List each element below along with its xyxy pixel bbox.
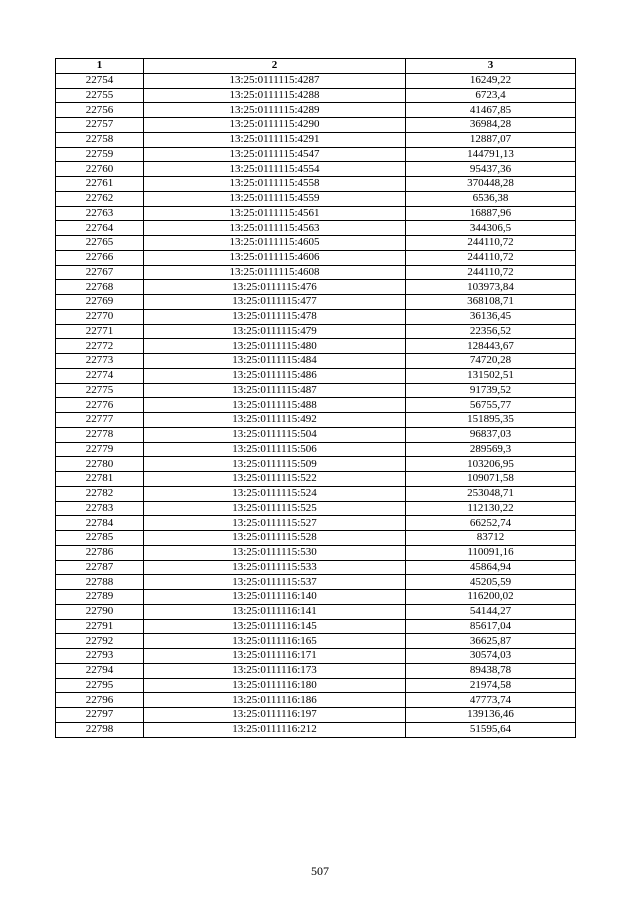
cadastral-number-cell: 13:25:0111116:145 [144,619,406,634]
row-number-cell: 22784 [56,516,144,531]
row-number-cell: 22785 [56,531,144,546]
page-number: 507 [311,864,329,878]
row-number-cell: 22758 [56,132,144,147]
value-cell: 144791,13 [406,147,576,162]
row-number-cell: 22792 [56,634,144,649]
value-cell: 128443,67 [406,339,576,354]
row-number-cell: 22757 [56,118,144,133]
value-cell: 289569,3 [406,442,576,457]
cadastral-number-cell: 13:25:0111115:537 [144,575,406,590]
table-row [56,206,576,221]
value-cell: 244110,72 [406,236,576,251]
column-header-3: 3 [406,59,576,74]
row-number-cell: 22781 [56,472,144,487]
value-cell: 51595,64 [406,722,576,737]
row-number-cell: 22774 [56,368,144,383]
table-row [56,545,576,560]
row-number-cell: 22779 [56,442,144,457]
table-row [56,708,576,723]
table-row [56,191,576,206]
cadastral-number-cell: 13:25:0111115:476 [144,280,406,295]
cadastral-number-cell: 13:25:0111115:522 [144,472,406,487]
table-row [56,118,576,133]
value-cell: 30574,03 [406,649,576,664]
table-row [56,663,576,678]
value-cell: 56755,77 [406,398,576,413]
table-row [56,693,576,708]
row-number-cell: 22777 [56,413,144,428]
cadastral-number-cell: 13:25:0111116:180 [144,678,406,693]
value-cell: 91739,52 [406,383,576,398]
row-number-cell: 22764 [56,221,144,236]
row-number-cell: 22798 [56,722,144,737]
table-row [56,457,576,472]
row-number-cell: 22754 [56,73,144,88]
table-row [56,722,576,737]
table-row [56,413,576,428]
value-cell: 21974,58 [406,678,576,693]
cadastral-number-cell: 13:25:0111115:4559 [144,191,406,206]
value-cell: 16249,22 [406,73,576,88]
cadastral-number-cell: 13:25:0111115:486 [144,368,406,383]
data-table [55,58,576,738]
value-cell: 36984,28 [406,118,576,133]
column-header-2: 2 [144,59,406,74]
table-row [56,221,576,236]
value-cell: 54144,27 [406,604,576,619]
table-row [56,472,576,487]
cadastral-number-cell: 13:25:0111115:527 [144,516,406,531]
cadastral-number-cell: 13:25:0111115:4606 [144,250,406,265]
row-number-cell: 22755 [56,88,144,103]
cadastral-number-cell: 13:25:0111116:186 [144,693,406,708]
row-number-cell: 22770 [56,309,144,324]
row-number-cell: 22756 [56,103,144,118]
row-number-cell: 22761 [56,177,144,192]
row-number-cell: 22778 [56,427,144,442]
cadastral-number-cell: 13:25:0111115:525 [144,501,406,516]
value-cell: 22356,52 [406,324,576,339]
table-row [56,634,576,649]
table-row [56,177,576,192]
table-row [56,649,576,664]
value-cell: 244110,72 [406,250,576,265]
cadastral-number-cell: 13:25:0111116:140 [144,590,406,605]
row-number-cell: 22759 [56,147,144,162]
value-cell: 45864,94 [406,560,576,575]
table-row [56,103,576,118]
value-cell: 36625,87 [406,634,576,649]
table-row [56,280,576,295]
table-row [56,383,576,398]
row-number-cell: 22782 [56,486,144,501]
row-number-cell: 22783 [56,501,144,516]
row-number-cell: 22767 [56,265,144,280]
cadastral-number-cell: 13:25:0111115:488 [144,398,406,413]
value-cell: 41467,85 [406,103,576,118]
table-row [56,236,576,251]
table-row [56,590,576,605]
table-row [56,516,576,531]
value-cell: 370448,28 [406,177,576,192]
row-number-cell: 22787 [56,560,144,575]
row-number-cell: 22765 [56,236,144,251]
cadastral-number-cell: 13:25:0111115:4558 [144,177,406,192]
value-cell: 112130,22 [406,501,576,516]
value-cell: 85617,04 [406,619,576,634]
value-cell: 95437,36 [406,162,576,177]
value-cell: 16887,96 [406,206,576,221]
cadastral-number-cell: 13:25:0111115:478 [144,309,406,324]
table-row [56,575,576,590]
row-number-cell: 22786 [56,545,144,560]
row-number-cell: 22773 [56,354,144,369]
value-cell: 74720,28 [406,354,576,369]
row-number-cell: 22776 [56,398,144,413]
value-cell: 139136,46 [406,708,576,723]
cadastral-number-cell: 13:25:0111115:509 [144,457,406,472]
row-number-cell: 22791 [56,619,144,634]
value-cell: 116200,02 [406,590,576,605]
cadastral-number-cell: 13:25:0111115:480 [144,339,406,354]
row-number-cell: 22763 [56,206,144,221]
row-number-cell: 22780 [56,457,144,472]
table-row [56,619,576,634]
cadastral-number-cell: 13:25:0111115:524 [144,486,406,501]
value-cell: 344306,5 [406,221,576,236]
row-number-cell: 22762 [56,191,144,206]
row-number-cell: 22766 [56,250,144,265]
cadastral-number-cell: 13:25:0111116:141 [144,604,406,619]
row-number-cell: 22775 [56,383,144,398]
cadastral-number-cell: 13:25:0111115:479 [144,324,406,339]
value-cell: 66252,74 [406,516,576,531]
value-cell: 110091,16 [406,545,576,560]
value-cell: 6723,4 [406,88,576,103]
table-row [56,442,576,457]
row-number-cell: 22797 [56,708,144,723]
row-number-cell: 22796 [56,693,144,708]
cadastral-number-cell: 13:25:0111115:4561 [144,206,406,221]
value-cell: 368108,71 [406,295,576,310]
value-cell: 253048,71 [406,486,576,501]
row-number-cell: 22768 [56,280,144,295]
value-cell: 151895,35 [406,413,576,428]
value-cell: 103973,84 [406,280,576,295]
row-number-cell: 22769 [56,295,144,310]
row-number-cell: 22790 [56,604,144,619]
table-row [56,88,576,103]
cadastral-number-cell: 13:25:0111115:4289 [144,103,406,118]
cadastral-number-cell: 13:25:0111116:197 [144,708,406,723]
row-number-cell: 22760 [56,162,144,177]
value-cell: 45205,59 [406,575,576,590]
cadastral-number-cell: 13:25:0111115:484 [144,354,406,369]
row-number-cell: 22771 [56,324,144,339]
cadastral-number-cell: 13:25:0111115:492 [144,413,406,428]
header-row [56,59,576,74]
table-row [56,354,576,369]
table-row [56,162,576,177]
cadastral-number-cell: 13:25:0111115:4547 [144,147,406,162]
value-cell: 36136,45 [406,309,576,324]
cadastral-number-cell: 13:25:0111115:4290 [144,118,406,133]
row-number-cell: 22772 [56,339,144,354]
table-row [56,250,576,265]
value-cell: 6536,38 [406,191,576,206]
value-cell: 89438,78 [406,663,576,678]
table-row [56,427,576,442]
cadastral-number-cell: 13:25:0111116:165 [144,634,406,649]
cadastral-number-cell: 13:25:0111115:4554 [144,162,406,177]
row-number-cell: 22788 [56,575,144,590]
table-row [56,486,576,501]
table-row [56,295,576,310]
cadastral-number-cell: 13:25:0111115:477 [144,295,406,310]
cadastral-number-cell: 13:25:0111115:506 [144,442,406,457]
table-body [56,73,576,737]
row-number-cell: 22794 [56,663,144,678]
value-cell: 83712 [406,531,576,546]
value-cell: 109071,58 [406,472,576,487]
table-row [56,531,576,546]
row-number-cell: 22795 [56,678,144,693]
table-row [56,501,576,516]
cadastral-number-cell: 13:25:0111116:173 [144,663,406,678]
value-cell: 244110,72 [406,265,576,280]
cadastral-number-cell: 13:25:0111116:171 [144,649,406,664]
table-row [56,398,576,413]
cadastral-number-cell: 13:25:0111115:530 [144,545,406,560]
cadastral-number-cell: 13:25:0111115:4563 [144,221,406,236]
table-row [56,560,576,575]
table-row [56,324,576,339]
value-cell: 47773,74 [406,693,576,708]
cadastral-number-cell: 13:25:0111115:528 [144,531,406,546]
table-row [56,73,576,88]
cadastral-number-cell: 13:25:0111115:4291 [144,132,406,147]
value-cell: 12887,07 [406,132,576,147]
value-cell: 96837,03 [406,427,576,442]
cadastral-number-cell: 13:25:0111115:4287 [144,73,406,88]
cadastral-number-cell: 13:25:0111115:4605 [144,236,406,251]
table-header [56,59,576,74]
cadastral-number-cell: 13:25:0111115:487 [144,383,406,398]
value-cell: 103206,95 [406,457,576,472]
cadastral-number-cell: 13:25:0111115:4608 [144,265,406,280]
cadastral-number-cell: 13:25:0111116:212 [144,722,406,737]
table-row [56,339,576,354]
table-row [56,678,576,693]
row-number-cell: 22793 [56,649,144,664]
table-row [56,604,576,619]
table-row [56,309,576,324]
value-cell: 131502,51 [406,368,576,383]
cadastral-number-cell: 13:25:0111115:4288 [144,88,406,103]
cadastral-number-cell: 13:25:0111115:504 [144,427,406,442]
table-row [56,132,576,147]
cadastral-number-cell: 13:25:0111115:533 [144,560,406,575]
table-row [56,265,576,280]
row-number-cell: 22789 [56,590,144,605]
column-header-1: 1 [56,59,144,74]
table-row [56,147,576,162]
table-row [56,368,576,383]
